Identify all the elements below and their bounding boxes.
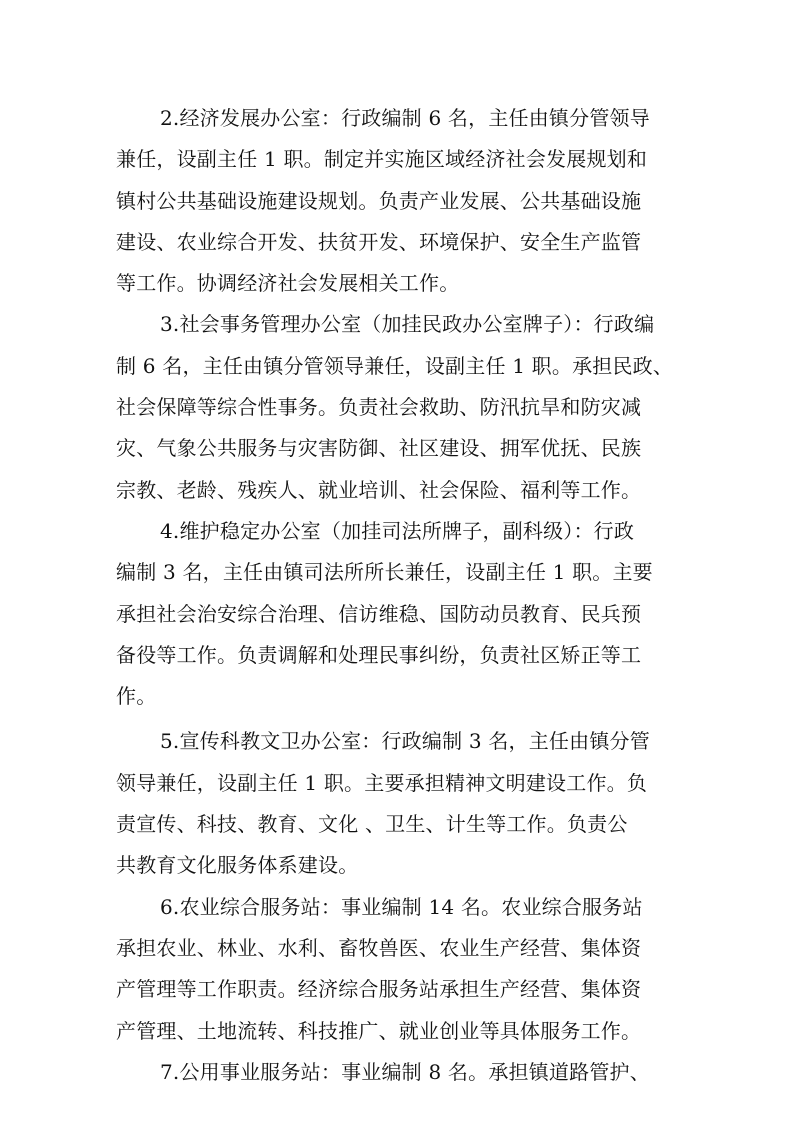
text-line: 产管理等工作职责。经济综合服务站承担生产经营、集体资 [116,977,642,1002]
paragraph-agriculture-service-station [116,887,686,1052]
text-line: 建设、农业综合开发、扶贫开发、环境保护、安全生产监管 [116,229,642,254]
paragraph-social-affairs-office [116,304,686,510]
text-line: 制 6 名，主任由镇分管领导兼任，设副主任 1 职。承担民政、 [116,353,674,378]
paragraph-economic-development-office [116,98,686,304]
text-line: 兼任，设副主任 1 职。制定并实施区域经济社会发展规划和 [116,147,648,172]
text-line: 等工作。协调经济社会发展相关工作。 [116,271,460,296]
document-body [116,98,686,1093]
text-line: 备役等工作。负责调解和处理民事纠纷，负责社区矫正等工 [116,642,642,667]
text-line: 4.维护稳定办公室（加挂司法所牌子，副科级）：行政 [160,518,635,543]
paragraph-public-utility-station [116,1052,686,1093]
text-line: 共教育文化服务体系建设。 [116,853,359,878]
text-line: 2.经济发展办公室：行政编制 6 名，主任由镇分管领导 [160,106,650,130]
paragraph-publicity-office [116,721,686,886]
text-line: 承担农业、林业、水利、畜牧兽医、农业生产经营、集体资 [116,935,642,960]
text-line: 宗教、老龄、残疾人、就业培训、社会保险、福利等工作。 [116,477,642,502]
text-line: 3.社会事务管理办公室（加挂民政办公室牌子）：行政编 [160,312,655,337]
text-line: 5.宣传科教文卫办公室：行政编制 3 名，主任由镇分管 [160,729,650,754]
text-line: 镇村公共基础设施建设规划。负责产业发展、公共基础设施 [116,188,642,213]
text-line: 责宣传、科技、教育、文化 、卫生、计生等工作。负责公 [116,812,628,837]
text-line: 灾、气象公共服务与灾害防御、社区建设、拥军优抚、民族 [116,436,642,461]
text-line: 领导兼任，设副主任 1 职。主要承担精神文明建设工作。负 [116,770,648,795]
text-line: 编制 3 名，主任由镇司法所所长兼任，设副主任 1 职。主要 [116,560,653,585]
text-line: 7.公用事业服务站：事业编制 8 名。承担镇道路管护、 [160,1059,650,1084]
paragraph-stability-office [116,511,686,717]
text-line: 作。 [116,684,157,709]
text-line: 承担社会治安综合治理、信访维稳、国防动员教育、民兵预 [116,601,642,626]
text-line: 产管理、土地流转、科技推广、就业创业等具体服务工作。 [116,1018,642,1043]
text-line: 6.农业综合服务站：事业编制 14 名。农业综合服务站 [160,894,643,919]
text-line: 社会保障等综合性事务。负责社会救助、防汛抗旱和防灾减 [116,395,642,420]
